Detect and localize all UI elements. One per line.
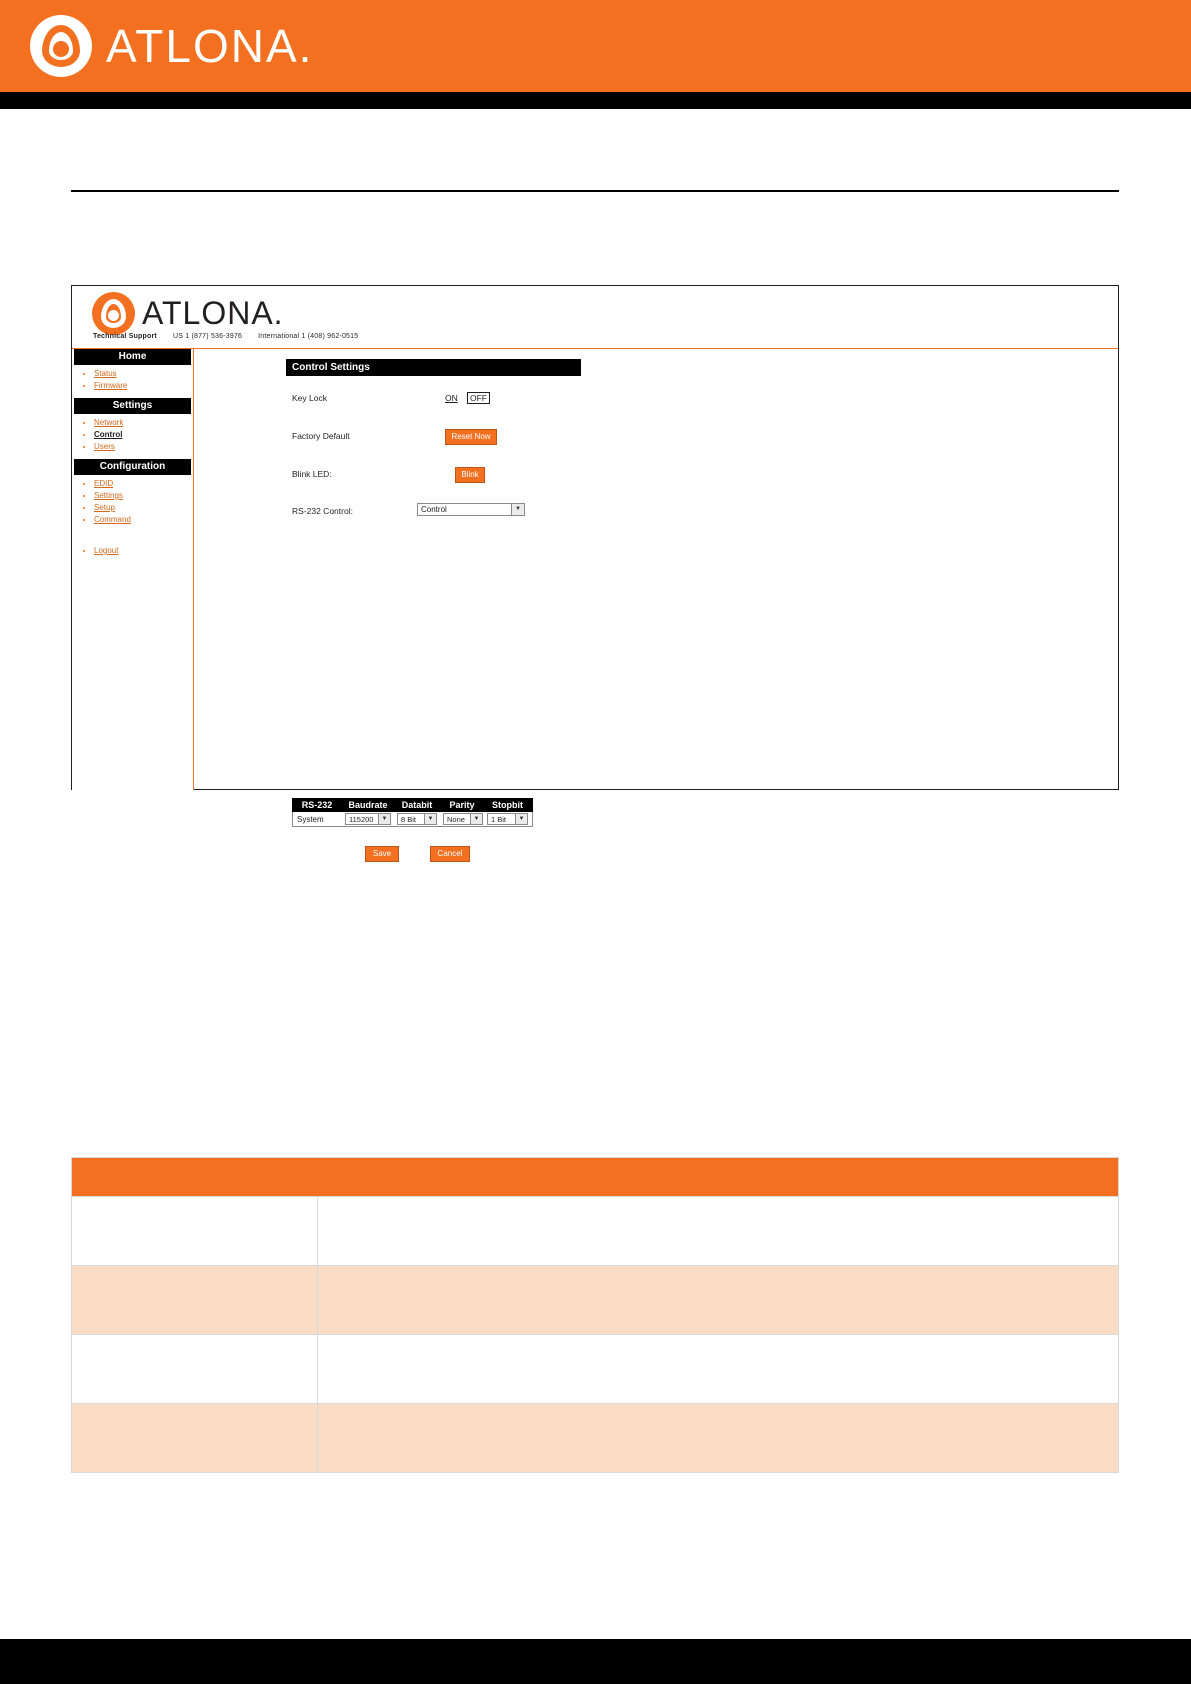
cell-stopbit <box>485 812 532 827</box>
databit-value: 8 Bit <box>401 815 417 824</box>
brand-wordmark: ATLONA. <box>106 20 314 72</box>
sidebar-spacer <box>72 532 193 542</box>
sidebar-heading-configuration: Configuration <box>74 459 191 475</box>
header-black-rule <box>0 92 1191 109</box>
cell-databit <box>395 812 441 827</box>
sidebar-group-logout <box>72 542 193 563</box>
support-info <box>93 333 374 340</box>
parity-select[interactable] <box>443 813 483 825</box>
cancel-button[interactable]: Cancel <box>430 846 470 862</box>
sidebar-item-status[interactable] <box>94 368 193 379</box>
reset-now-button[interactable]: Reset Now <box>445 429 497 445</box>
baudrate-value: 115200 <box>349 815 374 824</box>
sidebar-link-users[interactable]: Users <box>94 442 115 451</box>
web-ui-sidebar <box>72 349 194 790</box>
table-cell-left <box>72 1404 318 1472</box>
cell-parity <box>441 812 485 827</box>
rs232-table-row <box>292 812 533 827</box>
atlona-mark-icon <box>30 15 92 77</box>
web-ui-logo <box>92 292 284 335</box>
table-cell-right <box>318 1266 1118 1334</box>
chevron-down-icon[interactable]: ▼ <box>470 814 482 824</box>
column-parity: Parity <box>449 800 475 810</box>
table-cell-left <box>72 1266 318 1334</box>
atlona-mark-icon <box>92 292 135 335</box>
section-divider <box>71 190 1119 192</box>
atlona-logo <box>30 15 313 77</box>
sidebar-heading-home: Home <box>74 349 191 365</box>
sidebar-link-edid[interactable]: EDID <box>94 479 114 488</box>
table-cell-right <box>318 1404 1118 1472</box>
sidebar-link-network[interactable]: Network <box>94 418 124 427</box>
column-stopbit: Stopbit <box>492 800 523 810</box>
sidebar-heading-settings: Settings <box>74 398 191 414</box>
chevron-down-icon[interactable]: ▼ <box>515 814 527 824</box>
sidebar-link-logout[interactable]: Logout <box>94 546 119 555</box>
label-blink-led: Blink LED: <box>292 469 332 479</box>
sidebar-item-users[interactable] <box>94 441 193 452</box>
web-ui-header <box>72 286 1118 349</box>
table-cell-left <box>72 1335 318 1403</box>
label-key-lock: Key Lock <box>292 393 327 403</box>
sidebar-item-firmware[interactable] <box>94 380 193 391</box>
cell-baudrate <box>343 812 395 827</box>
sidebar-link-setup[interactable]: Setup <box>94 503 115 512</box>
support-label: Technical Support <box>93 333 157 340</box>
stopbit-value: 1 Bit <box>491 815 507 824</box>
parity-value: None <box>447 815 465 824</box>
rs232-control-value: Control <box>421 505 447 514</box>
support-intl: International 1 (408) 962-0515 <box>258 333 359 340</box>
chevron-down-icon[interactable]: ▼ <box>511 504 524 515</box>
table-row <box>72 1265 1118 1334</box>
reference-table-header <box>72 1158 1118 1196</box>
blink-button[interactable]: Blink <box>455 467 485 483</box>
rs232-settings-table <box>292 798 533 827</box>
sidebar-link-status[interactable]: Status <box>94 369 117 378</box>
reference-table-header-text <box>72 1158 1118 1178</box>
reference-table <box>71 1157 1119 1473</box>
column-databit: Databit <box>401 800 433 810</box>
sidebar-link-firmware[interactable]: Firmware <box>94 381 128 390</box>
page-header-band <box>0 0 1191 92</box>
sidebar-item-logout[interactable] <box>94 545 193 556</box>
sidebar-link-control[interactable]: Control <box>94 430 123 439</box>
table-cell-left <box>72 1197 318 1265</box>
rs232-control-select[interactable] <box>417 503 525 516</box>
table-row <box>72 1403 1118 1472</box>
column-baudrate: Baudrate <box>348 800 388 810</box>
table-cell-right <box>318 1335 1118 1403</box>
key-lock-on-option[interactable]: ON <box>445 393 458 403</box>
web-ui-wordmark: ATLONA. <box>142 295 284 331</box>
rs232-port-value: System <box>297 814 324 824</box>
stopbit-select[interactable] <box>487 813 528 825</box>
cell-port <box>293 812 343 827</box>
page-footer-band <box>0 1639 1191 1684</box>
table-cell-right <box>318 1197 1118 1265</box>
sidebar-item-setup[interactable] <box>94 502 193 513</box>
sidebar-item-edid[interactable] <box>94 478 193 489</box>
sidebar-group-settings <box>72 414 193 459</box>
chevron-down-icon[interactable]: ▼ <box>424 814 436 824</box>
sidebar-group-home <box>72 365 193 398</box>
sidebar-link-settings[interactable]: Settings <box>94 491 123 500</box>
key-lock-off-option[interactable]: OFF <box>467 392 490 404</box>
rs232-table-header <box>292 798 533 812</box>
web-ui-screenshot <box>71 285 1119 858</box>
table-row <box>72 1196 1118 1265</box>
sidebar-item-network[interactable] <box>94 417 193 428</box>
web-ui-main-panel <box>195 349 1118 858</box>
column-rs232: RS-232 <box>301 800 333 810</box>
label-rs232-control: RS-232 Control: <box>292 506 353 516</box>
sidebar-group-configuration <box>72 475 193 532</box>
sidebar-link-command[interactable]: Command <box>94 515 131 524</box>
databit-select[interactable] <box>397 813 437 825</box>
sidebar-item-control[interactable] <box>94 429 193 440</box>
table-row <box>72 1334 1118 1403</box>
label-factory-default: Factory Default <box>292 431 350 441</box>
sidebar-item-command[interactable] <box>94 514 193 525</box>
sidebar-item-settings[interactable] <box>94 490 193 501</box>
panel-title-control-settings: Control Settings <box>286 359 581 376</box>
baudrate-select[interactable] <box>345 813 391 825</box>
save-button[interactable]: Save <box>365 846 399 862</box>
chevron-down-icon[interactable]: ▼ <box>378 814 390 824</box>
support-us: US 1 (877) 536-3976 <box>172 333 243 340</box>
